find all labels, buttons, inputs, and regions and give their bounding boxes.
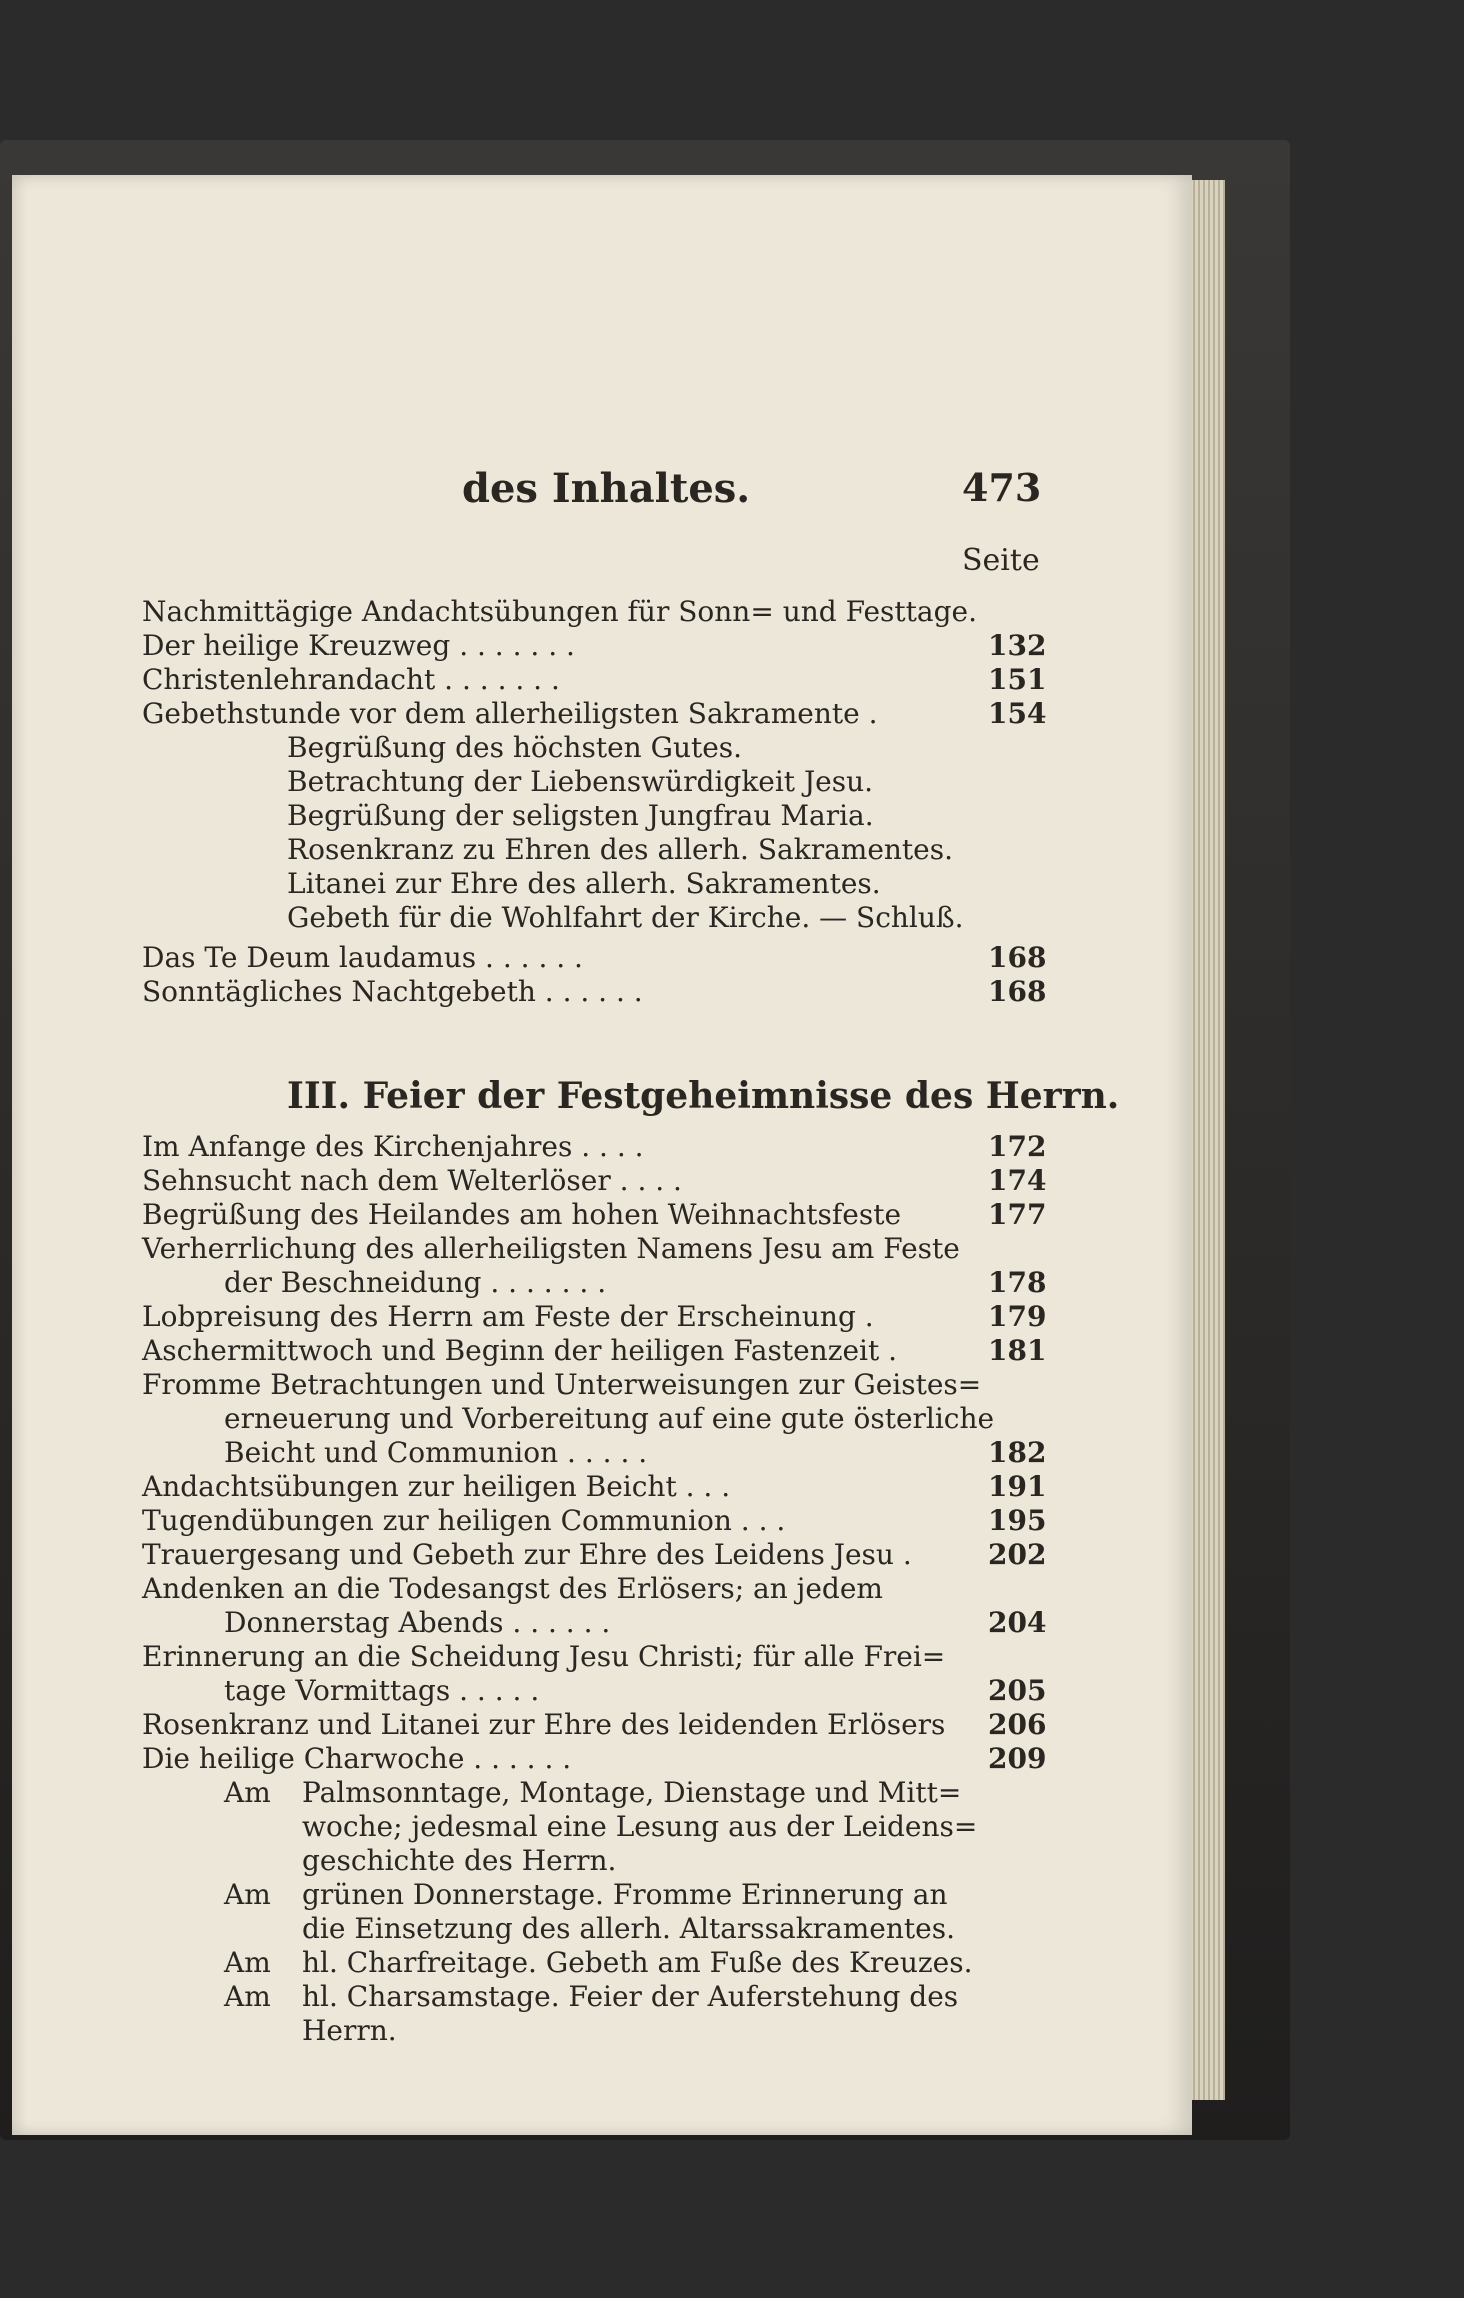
toc-page-number: 178 [988, 1266, 1047, 1299]
toc-entry: Gebethstunde vor dem allerheiligsten Sakramente . [142, 697, 878, 730]
toc-page-number: 168 [988, 975, 1047, 1008]
toc-entry: Sonntägliches Nachtgebeth . . . . . . [142, 975, 643, 1008]
toc-entry: Fromme Betrachtungen und Unterweisungen zur Geistes= [142, 1368, 982, 1401]
section-heading: III. Feier der Festgeheimnisse des Herrn. [287, 1075, 1120, 1117]
toc-entry: Sehnsucht nach dem Welterlöser . . . . [142, 1164, 682, 1197]
am-text-line: geschichte des Herrn. [302, 1844, 617, 1877]
toc-page-number: 191 [988, 1470, 1047, 1503]
toc-page-number: 177 [988, 1198, 1047, 1231]
page-number: 473 [962, 465, 1042, 510]
toc-entry: tage Vormittags . . . . . [224, 1674, 540, 1707]
toc-entry: Im Anfange des Kirchenjahres . . . . [142, 1130, 644, 1163]
am-label: Am [224, 1980, 271, 2013]
toc-entry: Christenlehrandacht . . . . . . . [142, 663, 560, 696]
toc-entry: Der heilige Kreuzweg . . . . . . . [142, 629, 575, 662]
toc-entry: Begrüßung des höchsten Gutes. [287, 731, 743, 764]
toc-entry: Begrüßung des Heilandes am hohen Weihnachtsfeste [142, 1198, 902, 1231]
toc-entry: Erinnerung an die Scheidung Jesu Christi; für alle Frei= [142, 1640, 946, 1673]
toc-entry: Donnerstag Abends . . . . . . [224, 1606, 611, 1639]
am-label: Am [224, 1878, 271, 1911]
toc-page-number: 174 [988, 1164, 1047, 1197]
toc-page-number: 206 [988, 1708, 1047, 1741]
toc-page-number: 172 [988, 1130, 1047, 1163]
toc-page-number: 181 [988, 1334, 1047, 1367]
toc-entry: Beicht und Communion . . . . . [224, 1436, 648, 1469]
toc-page-number: 154 [988, 697, 1047, 730]
toc-entry: der Beschneidung . . . . . . . [224, 1266, 607, 1299]
toc-page-number: 204 [988, 1606, 1047, 1639]
toc-entry: Rosenkranz zu Ehren des allerh. Sakramentes. [287, 833, 954, 866]
toc-entry: Trauergesang und Gebeth zur Ehre des Leidens Jesu . [142, 1538, 912, 1571]
toc-entry: Litanei zur Ehre des allerh. Sakramentes. [287, 867, 881, 900]
am-text-line: die Einsetzung des allerh. Altarssakramentes. [302, 1912, 955, 1945]
toc-entry: Tugendübungen zur heiligen Communion . . . [142, 1504, 786, 1537]
toc-entry: Lobpreisung des Herrn am Feste der Erscheinung . [142, 1300, 874, 1333]
am-text-line: Palmsonntage, Montage, Dienstage und Mitt= [302, 1776, 962, 1809]
toc-entry: Andenken an die Todesangst des Erlösers; an jedem [142, 1572, 883, 1605]
toc-page-number: 168 [988, 941, 1047, 974]
toc-entry: Nachmittägige Andachtsübungen für Sonn= und Festtage. [142, 595, 978, 628]
toc-page-number: 151 [988, 663, 1047, 696]
am-text-line: woche; jedesmal eine Lesung aus der Leidens= [302, 1810, 978, 1843]
toc-page-number: 209 [988, 1742, 1047, 1775]
toc-entry: Begrüßung der seligsten Jungfrau Maria. [287, 799, 874, 832]
toc-entry: Betrachtung der Liebenswürdigkeit Jesu. [287, 765, 874, 798]
running-header: des Inhaltes. [462, 465, 751, 512]
am-label: Am [224, 1776, 271, 1809]
am-text-line: hl. Charfreitage. Gebeth am Fuße des Kreuzes. [302, 1946, 973, 1979]
am-label: Am [224, 1946, 271, 1979]
toc-page-number: 179 [988, 1300, 1047, 1333]
toc-page-number: 195 [988, 1504, 1047, 1537]
toc-entry: Andachtsübungen zur heiligen Beicht . . . [142, 1470, 731, 1503]
am-text-line: grünen Donnerstage. Fromme Erinnerung an [302, 1878, 948, 1911]
toc-entry: erneuerung und Vorbereitung auf eine gute österliche [224, 1402, 995, 1435]
toc-entry: Gebeth für die Wohlfahrt der Kirche. — Schluß. [287, 901, 964, 934]
seite-column-label: Seite [962, 543, 1040, 578]
am-text-line: Herrn. [302, 2014, 397, 2047]
toc-entry: Das Te Deum laudamus . . . . . . [142, 941, 583, 974]
toc-entry: Rosenkranz und Litanei zur Ehre des leidenden Erlösers [142, 1708, 946, 1741]
toc-entry: Verherrlichung des allerheiligsten Namens Jesu am Feste [142, 1232, 960, 1265]
toc-entry: Die heilige Charwoche . . . . . . [142, 1742, 572, 1775]
am-text-line: hl. Charsamstage. Feier der Auferstehung des [302, 1980, 959, 2013]
toc-page-number: 202 [988, 1538, 1047, 1571]
toc-entry: Aschermittwoch und Beginn der heiligen Fastenzeit . [142, 1334, 898, 1367]
book-page [12, 175, 1192, 2135]
toc-page-number: 205 [988, 1674, 1047, 1707]
toc-page-number: 182 [988, 1436, 1047, 1469]
toc-page-number: 132 [988, 629, 1047, 662]
